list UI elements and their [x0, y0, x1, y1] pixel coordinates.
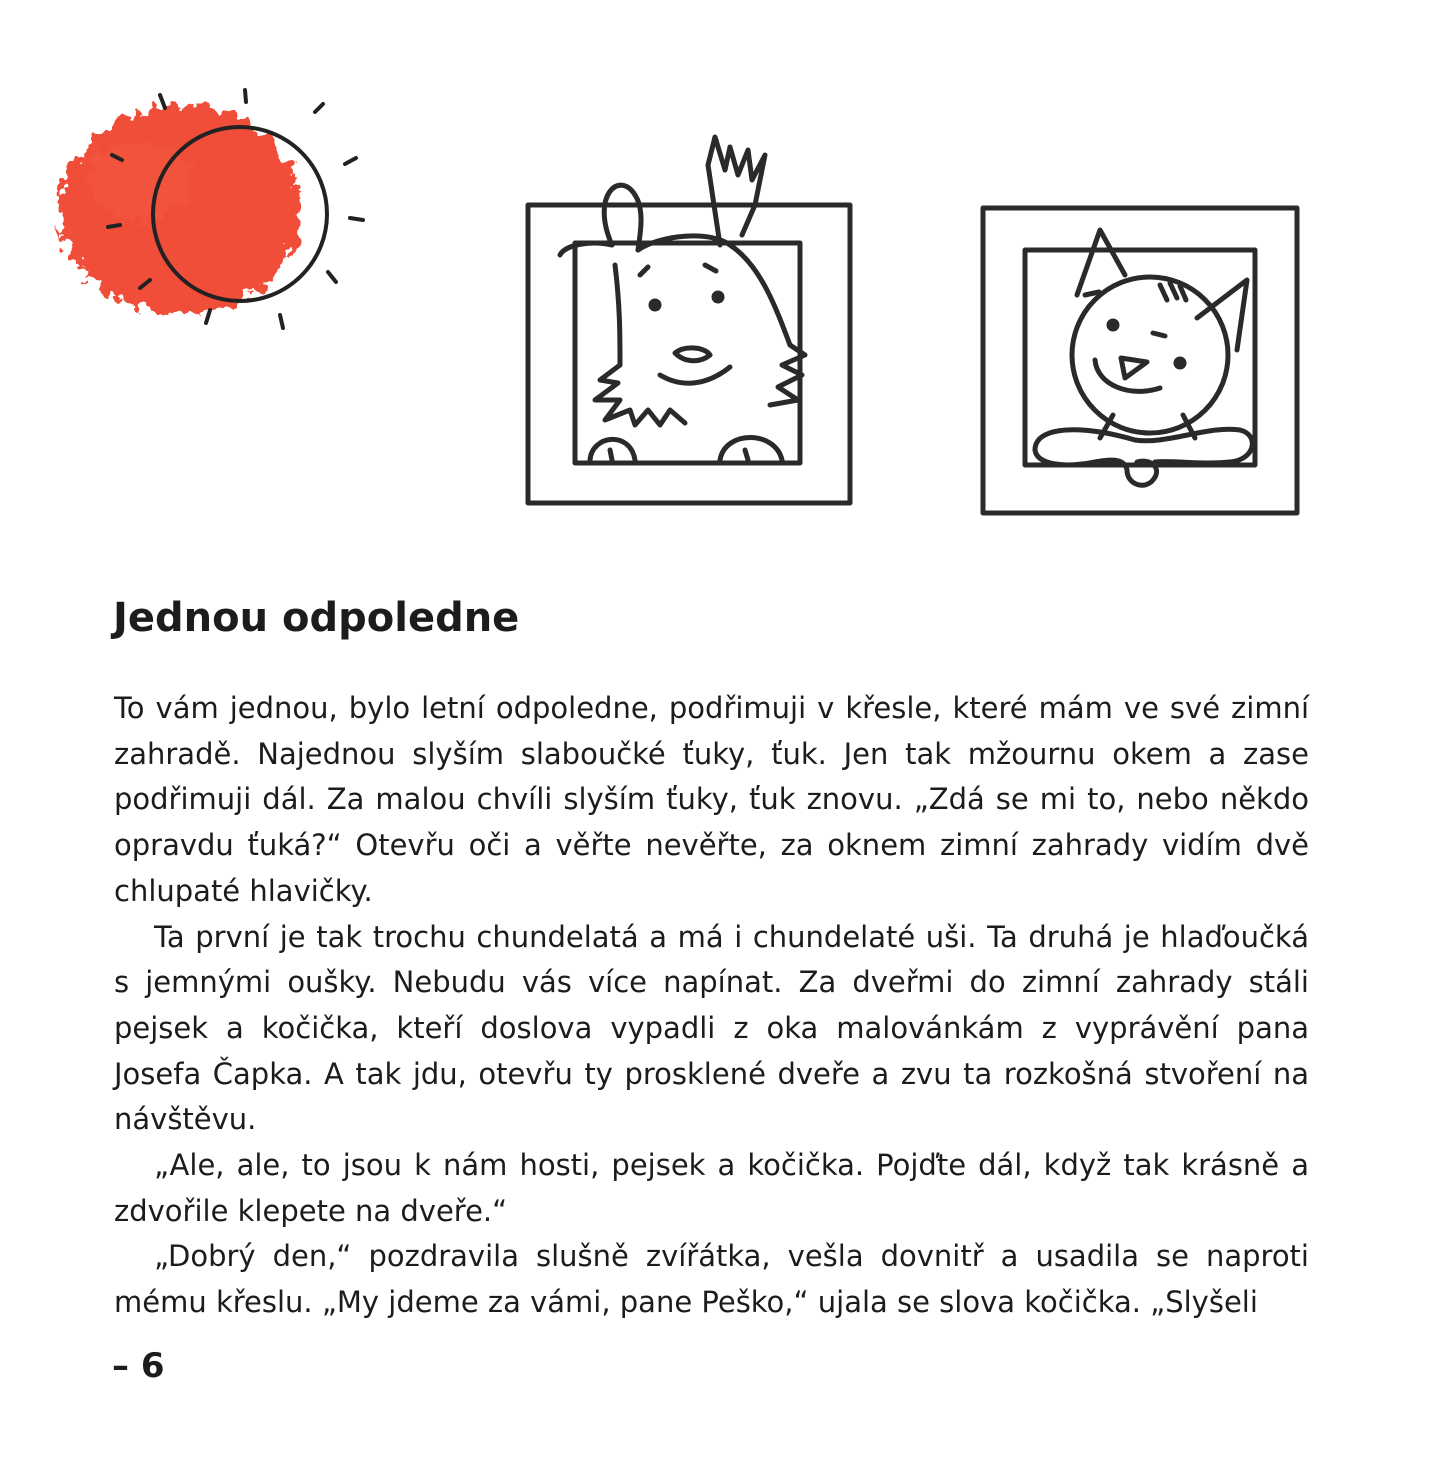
paragraph: „Ale, ale, to jsou k nám hosti, pejsek a kočička. Pojďte dál, když tak krásně a zdvořile klepete na dveře.“ — [114, 1148, 1309, 1228]
sun-icon — [40, 60, 390, 350]
dog-in-window-icon — [520, 125, 860, 515]
body-text — [114, 686, 1309, 1326]
chapter-title: Jednou odpoledne — [113, 595, 520, 641]
page-number: – 6 — [112, 1346, 165, 1386]
paragraph: Ta první je tak trochu chundelatá a má i chundelaté uši. Ta druhá je hlaďoučká s jemnými oušky. Nebudu vás více napínat. Za dveřmi do zimní zahrady stáli pejsek a kočička, kteří doslova vypadli z oka malovánkám z vyprávění pana Josefa Čapka. A tak jdu, otevřu ty prosklené dveře a zvu ta rozkošná stvoření na návštěvu. — [114, 919, 1309, 1137]
cat-in-window-icon — [975, 200, 1305, 520]
paragraph: „Dobrý den,“ pozdravila slušně zvířátka, vešla dovnitř a usadila se naproti mému křeslu. „My jdeme za vámi, pane Peško,“ ujala se slova kočička. „Slyšeli — [114, 1239, 1309, 1320]
paragraph: To vám jednou, bylo letní odpoledne, podřimuji v křesle, které mám ve své zimní zahradě. Najednou slyším slaboučké ťuky, ťuk. Jen tak mžournu okem a zase podřimuji dál. Za malou chvíli slyším ťuky, ťuk znovu. „Zdá se mi to, nebo někdo opravdu ťuká?“ Otevřu oči a věřte nevěřte, za oknem zimní zahrady vidím dvě chlupaté hlavičky. — [114, 691, 1309, 908]
